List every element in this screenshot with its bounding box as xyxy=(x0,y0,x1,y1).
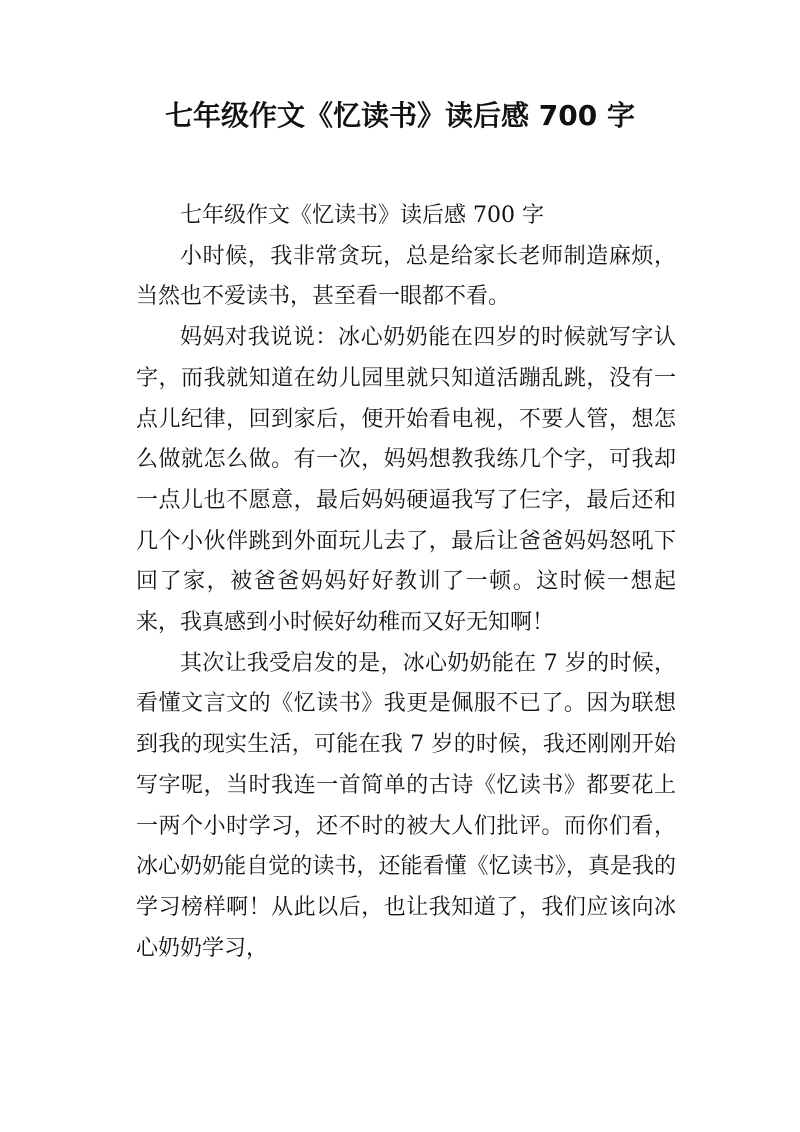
document-body xyxy=(136,196,676,969)
paragraph: 妈妈对我说说：冰心奶奶能在四岁的时候就写字认字，而我就知道在幼儿园里就只知道活蹦乱跳，没有一点儿纪律，回到家后，便开始看电视，不要人管，想怎么做就怎么做。有一次，妈妈想教我练几个字，可我却一点儿也不愿意，最后妈妈硬逼我写了仨字，最后还和几个小伙伴跳到外面玩儿去了，最后让爸爸妈妈怒吼下回了家，被爸爸妈妈好好教训了一顿。这时候一想起来，我真感到小时候好幼稚而又好无知啊！ xyxy=(136,325,676,636)
paragraph: 小时候，我非常贪玩，总是给家长老师制造麻烦，当然也不爱读书，甚至看一眼都不看。 xyxy=(136,243,676,310)
paragraph-subtitle: 七年级作文《忆读书》读后感 700 字 xyxy=(180,203,544,228)
document-title: 七年级作文《忆读书》读后感 700 字 xyxy=(165,99,635,132)
paragraph: 其次让我受启发的是，冰心奶奶能在 7 岁的时候，看懂文言文的《忆读书》我更是佩服不已了。因为联想到我的现实生活，可能在我 7 岁的时候，我还刚刚开始写字呢，当时我连一首简单的古诗《忆读书》都要花上一两个小时学习，还不时的被大人们批评。而你们看，冰心奶奶能自觉的读书，还能看懂《忆读书》，真是我的学习榜样啊！从此以后，也让我知道了，我们应该向冰心奶奶学习， xyxy=(136,650,676,961)
